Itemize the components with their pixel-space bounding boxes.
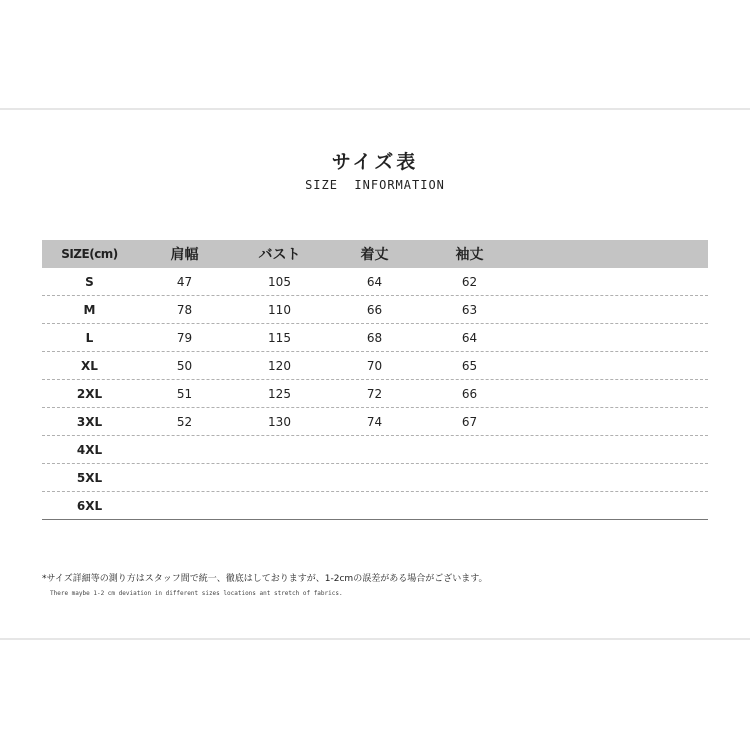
cell-shoulder: 50 (176, 358, 193, 373)
table-row (42, 492, 708, 520)
cell-sleeve (422, 492, 517, 519)
cell-size: 6XL (76, 498, 103, 513)
cell-size: 5XL (76, 470, 103, 485)
cell-size: 4XL (76, 442, 103, 457)
table-row (42, 408, 708, 436)
cell-shoulder (137, 464, 232, 491)
cell-sleeve: 65 (461, 358, 478, 373)
page-subtitle: SIZE INFORMATION (305, 178, 445, 192)
cell-sleeve: 66 (461, 386, 478, 401)
cell-bust: 130 (268, 414, 291, 429)
cell-length: 70 (366, 358, 383, 373)
cell-sleeve: 67 (461, 414, 478, 429)
cell-sleeve (422, 436, 517, 463)
cell-shoulder (137, 436, 232, 463)
page-title: サイズ表 (331, 151, 419, 173)
measurement-note-jp: *サイズ詳細等の測り方はスタッフ間で統一、徹底はしておりますが、1-2cmの誤差がある場合がございます。 (42, 574, 488, 584)
cell-size: XL (81, 358, 98, 373)
cell-length (327, 492, 422, 519)
header-length: 着丈 (360, 247, 389, 263)
cell-bust: 115 (268, 330, 291, 345)
table-row (42, 380, 708, 408)
cell-sleeve: 63 (461, 302, 478, 317)
cell-bust: 125 (268, 386, 291, 401)
cell-size: L (85, 330, 94, 345)
header-size: SIZE(cm) (61, 247, 118, 261)
cell-length (327, 436, 422, 463)
cell-shoulder: 47 (176, 274, 193, 289)
header-shoulder: 肩幅 (170, 247, 199, 263)
cell-bust (232, 492, 327, 519)
cell-shoulder: 78 (176, 302, 193, 317)
cell-sleeve: 62 (461, 274, 478, 289)
cell-bust: 110 (268, 302, 291, 317)
table-row (42, 324, 708, 352)
cell-size: 3XL (76, 414, 103, 429)
cell-size: S (85, 274, 94, 289)
table-header (42, 240, 708, 268)
cell-bust (232, 464, 327, 491)
cell-size: M (83, 302, 96, 317)
cell-length: 64 (366, 274, 383, 289)
size-table (42, 240, 708, 520)
table-row (42, 352, 708, 380)
cell-length: 72 (366, 386, 383, 401)
cell-sleeve (422, 464, 517, 491)
cell-size: 2XL (76, 386, 103, 401)
cell-bust: 105 (268, 274, 291, 289)
cell-shoulder: 51 (176, 386, 193, 401)
cell-length: 66 (366, 302, 383, 317)
cell-length: 74 (366, 414, 383, 429)
cell-shoulder: 52 (176, 414, 193, 429)
cell-length (327, 464, 422, 491)
table-row (42, 296, 708, 324)
cell-shoulder: 79 (176, 330, 193, 345)
table-row (42, 464, 708, 492)
header-bust: バスト (258, 247, 301, 263)
cell-bust: 120 (268, 358, 291, 373)
cell-sleeve: 64 (461, 330, 478, 345)
cell-bust (232, 436, 327, 463)
table-row (42, 436, 708, 464)
header-sleeve: 袖丈 (455, 247, 484, 263)
cell-shoulder (137, 492, 232, 519)
measurement-note-en: There maybe 1-2 cm deviation in different sizes locations ant stretch of fabrics. (50, 590, 343, 597)
cell-length: 68 (366, 330, 383, 345)
table-row (42, 268, 708, 296)
